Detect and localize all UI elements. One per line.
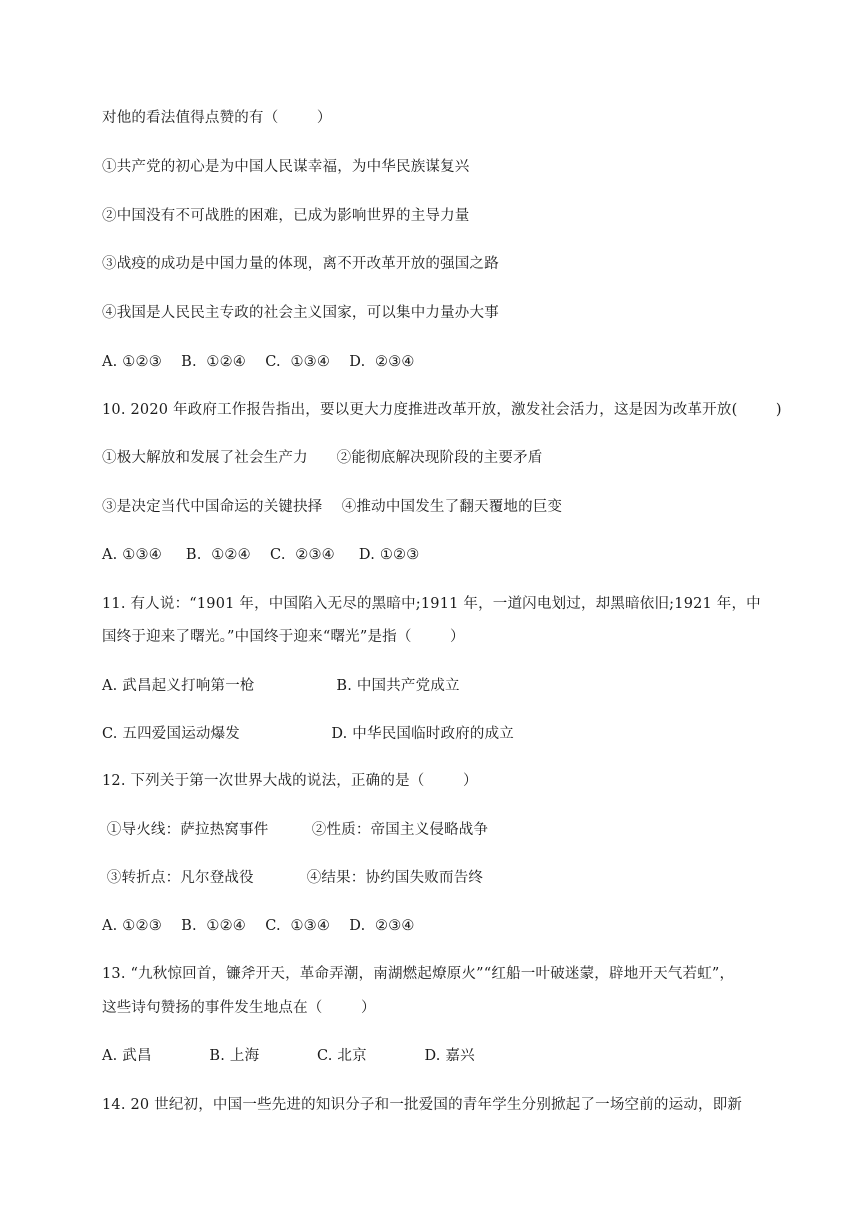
q12-options: A. ①②③ B. ①②④ C. ①③④ D. ②③④ [102, 918, 415, 934]
q10-stem: 10. 2020 年政府工作报告指出，要以更大力度推进改革开放，激发社会活力，这是因为改革开放( ) [102, 402, 782, 418]
q10-statements-3-4: ③是决定当代中国命运的关键抉择 ④推动中国发生了翻天覆地的巨变 [102, 499, 563, 515]
q10-statements-1-2: ①极大解放和发展了社会生产力 ②能彻底解决现阶段的主要矛盾 [102, 450, 543, 466]
q13-options: A. 武昌 B. 上海 C. 北京 D. 嘉兴 [102, 1048, 475, 1064]
q9-statement-1: ①共产党的初心是为中国人民谋幸福，为中华民族谋复兴 [102, 159, 470, 175]
q11-stem-line-2: 国终于迎来了曙光。”中国终于迎来“曙光”是指（ ） [102, 629, 465, 645]
q11-options-c-d: C. 五四爱国运动爆发 D. 中华民国临时政府的成立 [102, 726, 514, 742]
q12-statements-1-2: ①导火线：萨拉热窝事件 ②性质：帝国主义侵略战争 [102, 822, 489, 838]
q9-statement-3: ③战疫的成功是中国力量的体现，离不开改革开放的强国之路 [102, 256, 499, 272]
q13-stem-line-1: 13. “九秋惊回首，镰斧开天，革命弄潮，南湖燃起燎原火”“红船一叶破迷蒙，辟地开天气若虹”， [102, 966, 735, 982]
q9-options: A. ①②③ B. ①②④ C. ①③④ D. ②③④ [102, 354, 415, 370]
q10-options: A. ①③④ B. ①②④ C. ②③④ D. ①②③ [102, 547, 420, 563]
q9-statement-4: ④我国是人民民主专政的社会主义国家，可以集中力量办大事 [102, 305, 499, 321]
q11-stem-line-1: 11. 有人说：“1901 年，中国陷入无尽的黑暗中;1911 年，一道闪电划过，却黑暗依旧;1921 年，中 [102, 596, 761, 612]
q12-stem: 12. 下列关于第一次世界大战的说法，正确的是（ ） [102, 773, 478, 789]
q9-stem-continuation: 对他的看法值得点赞的有（ ） [102, 110, 332, 126]
q12-statements-3-4: ③转折点：凡尔登战役 ④结果：协约国失败而告终 [102, 870, 484, 886]
q14-stem-line-1: 14. 20 世纪初，中国一些先进的知识分子和一批爱国的青年学生分别掀起了一场空前的运动，即新 [102, 1097, 743, 1113]
q11-options-a-b: A. 武昌起义打响第一枪 B. 中国共产党成立 [102, 678, 460, 694]
q13-stem-line-2: 这些诗句赞扬的事件发生地点在（ ） [102, 1000, 376, 1016]
q9-statement-2: ②中国没有不可战胜的困难，已成为影响世界的主导力量 [102, 208, 470, 224]
